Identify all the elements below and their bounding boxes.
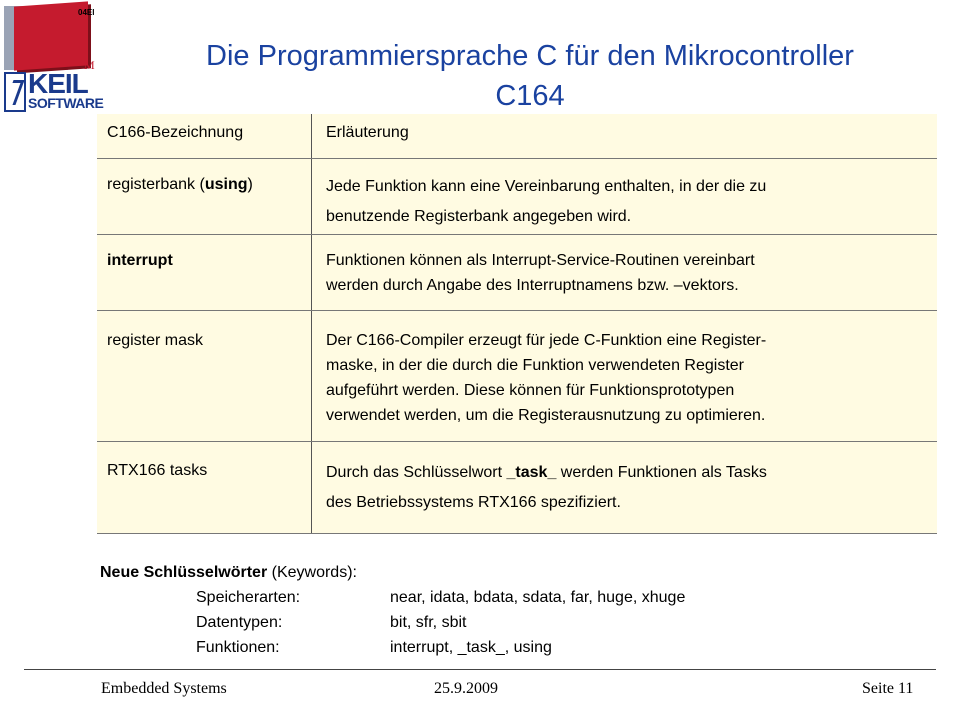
footer-page: Seite 11 [862,680,914,697]
keywords-heading: Neue Schlüsselwörter (Keywords): [100,564,357,581]
table-row-3-term: register mask [107,332,204,349]
logo-sub: SOFTWARE [28,95,104,111]
keyword-label: Datentypen: [196,614,283,631]
logo-m-letter: M [84,58,95,72]
keyword-value: near, idata, bdata, sdata, far, huge, xhuge [390,589,686,606]
footer-left: Embedded Systems [101,680,227,697]
keil-logo [0,0,110,125]
column-divider [311,114,312,534]
row-divider [97,441,937,442]
logo-tag: 04EI [78,8,95,17]
logo-red-square [14,1,88,70]
table-row-3-desc: Der C166-Compiler erzeugt für jede C-Funktion eine Register- maske, in der die durch die Funktion verwendeten Register aufgeführt werden. Diese können für Funktionsprototypen verwendet werden, um die Registerausnutzung zu optimieren. [326,332,767,424]
row-divider [97,234,937,235]
keyword-label: Speicherarten: [196,589,301,606]
keyword-value: interrupt, _task_, using [390,639,552,656]
keywords-section [100,560,900,656]
keyword-value: bit, sfr, sbit [390,614,467,631]
table-row-1-term: registerbank (using) [107,176,253,193]
table-row-2-desc: Funktionen können als Interrupt-Service-Routinen vereinbart werden durch Angabe des Interruptnamens bzw. –vektors. [326,252,755,294]
row-divider [97,158,937,159]
footer-divider [24,669,936,670]
table-row-1-desc: Jede Funktion kann eine Vereinbarung enthalten, in der die zu benutzende Registerbank angegeben wird. [326,178,767,225]
keyword-label: Funktionen: [196,639,280,656]
logo-brand: KEIL [28,68,88,99]
table-row-2-term: interrupt [107,252,173,269]
title-line-1: Die Programmiersprache C für den Mikrocontroller [206,40,854,72]
title-line-2: C164 [495,80,565,112]
keil-mark-icon [4,72,26,112]
row-divider [97,533,937,534]
table-header-col1: C166-Bezeichnung [107,124,244,141]
keyword-table [97,114,937,534]
table-header-col2: Erläuterung [326,124,409,141]
footer-date: 25.9.2009 [434,680,498,697]
page-title [120,36,940,116]
table-row-4-term: RTX166 tasks [107,462,208,479]
table-row-4-desc: Durch das Schlüsselwort _task_ werden Funktionen als Tasks des Betriebssystems RTX166 spezifiziert. [326,464,767,511]
row-divider [97,310,937,311]
